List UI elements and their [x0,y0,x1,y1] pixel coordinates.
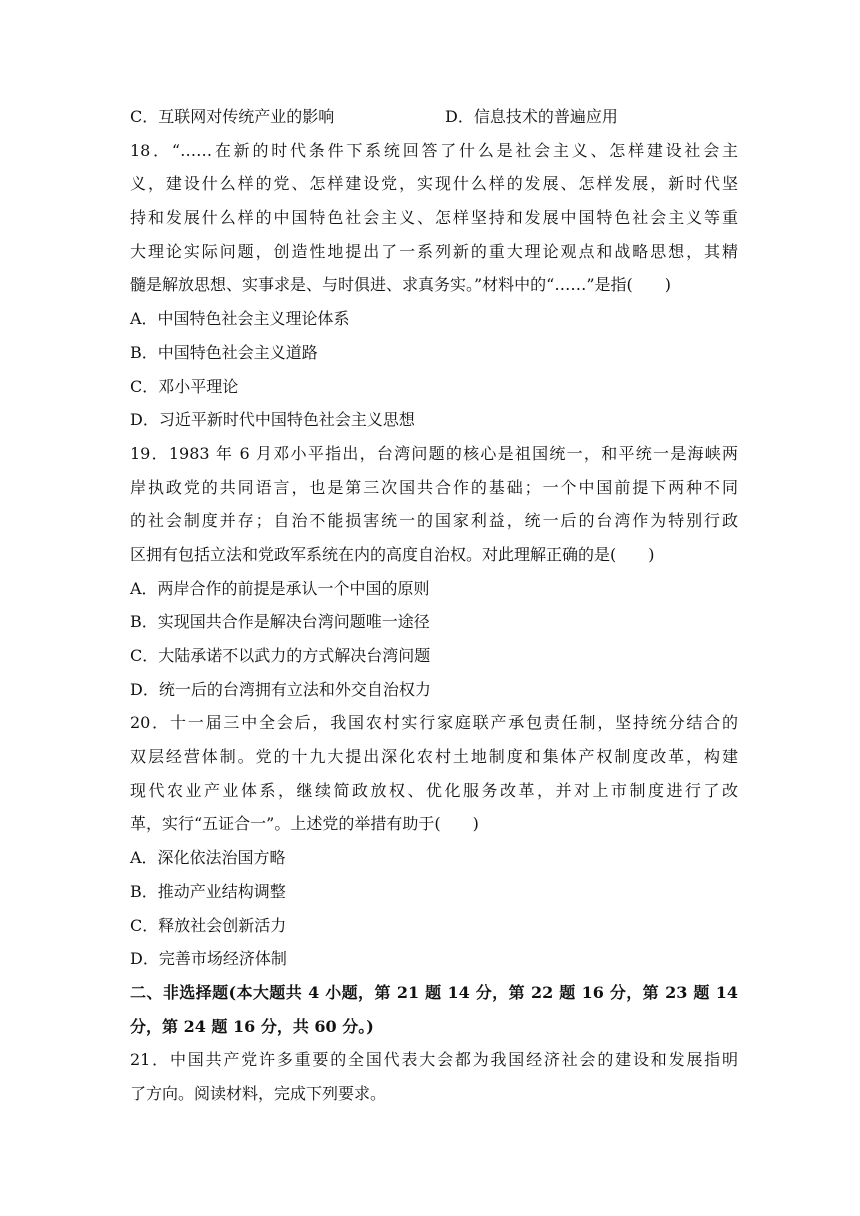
q19-stem-line: 岸执政党的共同语言，也是第三次国共合作的基础；一个中国前提下两种不同 [130,477,738,497]
q18-option-d: D．习近平新时代中国特色社会主义思想 [130,410,415,430]
q18-stem-line: 义，建设什么样的党、怎样建设党，实现什么样的发展、怎样发展，新时代坚 [130,174,738,194]
q21-stem-line: 21．中国共产党许多重要的全国代表大会都为我国经济社会的建设和发展指明 [130,1050,738,1070]
question-18 [130,134,738,437]
question-21 [130,1043,738,1110]
q18-stem-line: 大理论实际问题，创造性地提出了一系列新的重大理论观点和战略思想，其精 [130,241,738,261]
q20-stem-line: 革，实行“五证合一”。上述党的举措有助于( ) [130,814,479,834]
q20-option-a: A．深化依法治国方略 [130,848,286,868]
q19-option-b: B．实现国共合作是解决台湾问题唯一途径 [130,612,430,632]
question-20 [130,706,738,976]
q20-option-c: C．释放社会创新活力 [130,915,287,935]
section-heading-line: 分，第 24 题 16 分，共 60 分。) [130,1016,374,1036]
q19-stem-line: 的社会制度并存；自治不能损害统一的国家利益，统一后的台湾作为特别行政 [130,511,738,531]
q19-stem-line: 区拥有包括立法和党政军系统在内的高度自治权。对此理解正确的是( ) [130,544,655,564]
q20-stem-line: 现代农业产业体系，继续简政放权、优化服务改革，并对上市制度进行了改 [130,780,738,800]
section-heading-line: 二、非选择题(本大题共 4 小题，第 21 题 14 分，第 22 题 16 分，第 23 题 14 [130,982,738,1002]
q20-option-b: B．推动产业结构调整 [130,881,286,901]
question-19 [130,437,738,707]
q18-stem-line: 持和发展什么样的中国特色社会主义、怎样坚持和发展中国特色社会主义等重 [130,208,738,228]
q18-stem-line: 髓是解放思想、实事求是、与时俱进、求真务实。”材料中的“……”是指( ) [130,275,672,295]
q21-stem-line: 了方向。阅读材料，完成下列要求。 [130,1083,387,1103]
q20-stem-line: 20．十一届三中全会后，我国农村实行家庭联产承包责任制，坚持统分结合的 [130,713,738,733]
q20-option-d: D．完善市场经济体制 [130,949,287,969]
q18-stem-line: 18．“……在新的时代条件下系统回答了什么是社会主义、怎样建设社会主 [130,140,738,160]
q18-option-a: A．中国特色社会主义理论体系 [130,309,350,329]
q17-option-d: D．信息技术的普遍应用 [445,107,618,126]
q17-option-c: C．互联网对传统产业的影响 [130,107,335,126]
q19-option-a: A．两岸合作的前提是承认一个中国的原则 [130,578,430,598]
section-2-heading [130,976,738,1043]
q19-option-c: C．大陆承诺不以武力的方式解决台湾问题 [130,646,431,665]
q18-option-b: B．中国特色社会主义道路 [130,342,318,362]
q20-stem-line: 双层经营体制。党的十九大提出深化农村土地制度和集体产权制度改革，构建 [130,747,738,767]
q19-option-d: D．统一后的台湾拥有立法和外交自治权力 [130,679,431,699]
exam-page [130,100,738,1111]
q18-option-c: C．邓小平理论 [130,376,239,396]
q17-options-row [130,100,738,134]
q19-stem-line: 19．1983 年 6 月邓小平指出，台湾问题的核心是祖国统一，和平统一是海峡两 [130,443,738,463]
